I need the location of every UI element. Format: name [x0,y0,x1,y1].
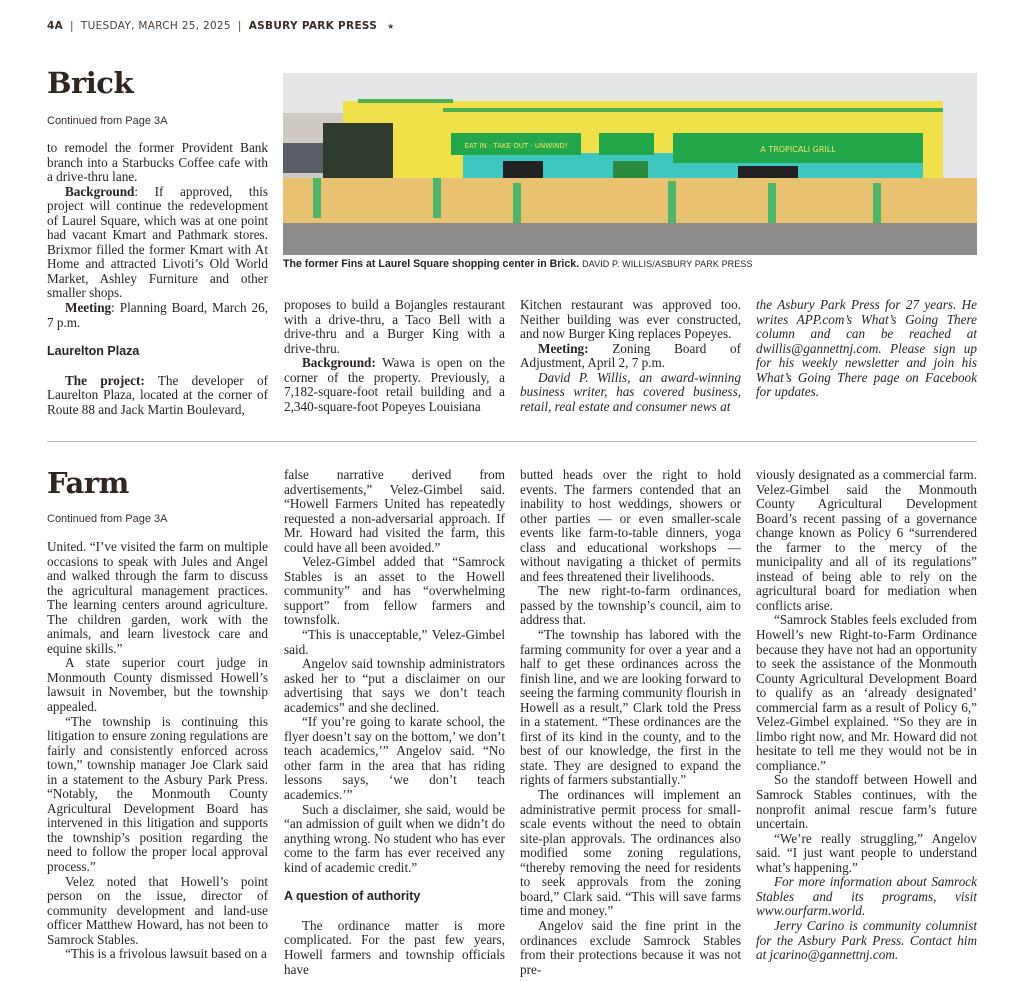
farm-continued: Continued from Page 3A [47,513,168,525]
subheading: A question of authority [284,889,421,904]
paragraph-text: Angelov said township administrators asked her to “put a disclaimer on our advertising that says we don’t teach academics” and she declined. [284,656,505,715]
paragraph [284,628,505,657]
issue-date: TUESDAY, MARCH 25, 2025 [80,20,231,32]
paragraph-text: viously designated as a commercial farm. Velez-Gimbel said the Monmouth County Agricultural Development Board’s recent passing of a governance change known as Policy 6 “surrendered the farmer to the mercy of the municipality and all of its regulations” instead of being able to rely on the agricultural board for mediation when conflicts arise. [756,467,977,613]
paragraph [284,919,505,977]
subheading: Laurelton Plaza [47,344,140,359]
farm-column-1 [47,540,268,962]
paragraph-text: For more information about Samrock Stables and its programs, visit www.ourfarm.world. [756,874,977,919]
paragraph-text: Zoning Board of Adjustment, April 2, 7 p.m. [520,340,741,371]
brick-column-1 [47,141,268,417]
section-divider [47,441,977,442]
paragraph [520,371,741,415]
farm-column-4 [756,468,977,963]
paragraph [284,715,505,802]
storefront-photo [283,73,977,255]
paragraph-text: Angelov said the fine print in the ordinances exclude Samrock Stables from their protections because it was not pre- [520,917,741,977]
farm-headline: Farm [47,466,129,500]
paragraph [47,540,268,656]
paragraph-text: The ordinance matter is more complicated. For the past few years, Howell farmers and township officials have [284,917,505,977]
paragraph-text: The new right-to-farm ordinances, passed by the township’s council, aim to address that. [520,583,741,628]
paragraph [47,656,268,714]
paragraph [284,356,505,414]
paragraph-text: “If you’re going to karate school, the flyer doesn’t say on the bottom,’ we don’t teach academics,’” Angelov said. “No other farm in the area that has riding lessons says, ‘we don’t teach academics.’” [284,714,505,803]
paragraph-lead: Background: [302,355,376,371]
page-number: 4A [47,20,64,32]
paragraph-text: : Planning Board, March 26, 7 p.m. [47,300,268,330]
paragraph [520,298,741,342]
paragraph-text: “The township is continuing this litigation to ensure zoning regulations are fairly and consistently enforced across town,” township manager Joe Clark said in a statement to the Asbury Park Press. “Notably, the Monmouth County Agricultural Development Board has intervened in this litigation and supports the township’s position regarding the need to follow the proper local approval process.” [47,713,268,875]
photo-caption [283,258,753,270]
paragraph-text: So the standoff between Howell and Samrock Stables continues, with the nonprofit animal rescue farm’s future uncertain. [756,772,977,832]
sign-left: EAT IN · TAKE OUT · UNWIND! [464,142,568,150]
paragraph [756,875,977,919]
paragraph [756,919,977,963]
caption-text: The former Fins at Laurel Square shopping center in Brick. [283,258,580,270]
paragraph [47,947,268,962]
paragraph [520,788,741,919]
photo-credit: DAVID P. WILLIS/ASBURY PARK PRESS [582,259,753,269]
brick-column-4 [756,298,977,400]
brick-column-2 [284,298,505,414]
paragraph-text: “This is unacceptable,” Velez-Gimbel said. [284,627,505,657]
brick-column-3 [520,298,741,414]
paragraph-lead: The project: [65,372,145,388]
paragraph-text: proposes to build a Bojangles restaurant with a drive-thru, a Taco Bell with a drive-thru and a Burger King with a drive-thru. [284,297,505,356]
sign-right: A TROPICALI GRILL [760,145,836,154]
paragraph-text: butted heads over the right to hold events. The farmers contended that an inability to host weddings, showers or other parties — or even smaller-scale events like farm-to-table dinners, yoga class and educational workshops — without navigating a thicket of permits and fees threatened their livelihoods. [520,467,741,584]
paragraph [520,628,741,788]
paragraph [284,298,505,356]
paragraph [520,584,741,628]
paragraph-text: to remodel the former Provident Bank branch into a Starbucks Coffee cafe with a drive-thru lane. [47,140,268,185]
paragraph-text: Wawa is open on the corner of the property. Previously, a 7,182-square-foot retail building and a 2,340-square-foot Popeyes Louisiana [284,355,505,414]
paragraph [47,141,268,185]
paragraph [47,185,268,301]
paragraph [47,301,268,330]
brick-continued: Continued from Page 3A [47,115,168,127]
paragraph-text: the Asbury Park Press for 27 years. He writes APP.com’s What’s Going There column and can be reached at dwillis@gannettnj.com. Please sign up for his weekly newsletter and join his What’s Going There page on Facebook for updates. [756,297,977,400]
paragraph-text: “Samrock Stables feels excluded from Howell’s new Right-to-Farm Ordinance because they have not had an opportunity to seek the assistance of the Monmouth County Agricultural Development Board to qualify as an ‘already designated’ commercial farm as a result of Policy 6,” Velez-Gimbel explained. “So they are in limbo right now, and Mr. Howard did not hesitate to tell me they would not be in compliance.” [756,612,977,773]
paragraph-text: false narrative derived from advertisements,” Velez-Gimbel said. “Howell Farmers United has repeatedly requested a non-adversarial approach. If Mr. Howard had visited the farm, this could have all been avoided.” [284,467,505,555]
paragraph [520,468,741,584]
paragraph [47,715,268,875]
paragraph-text: Velez noted that Howell’s point person on the issue, director of community development and land-use officer Matthew Howard, has not been to Samrock Stables. [47,873,268,947]
page-header: 4A | TUESDAY, MARCH 25, 2025 | ASBURY PARK PRESS ★ [47,20,395,32]
paragraph-text: : If approved, this project will continue the redevelopment of Laurel Square, which was at one point had vacant Kmart and Pathmark stores. Brixmor filled the former Kmart with At Home and attracted Livoti’s Old World Market, Ashley Furniture and other smaller shops. [47,183,268,301]
paragraph [756,468,977,613]
brick-headline: Brick [47,66,134,100]
paragraph-text: Jerry Carino is community columnist for the Asbury Park Press. Contact him at jcarino@gannettnj.com. [756,917,977,963]
farm-column-3 [520,468,741,977]
farm-column-2 [284,468,505,977]
paragraph [284,468,505,555]
paragraph-text: David P. Willis, an award-winning business writer, has covered business, retail, real estate and consumer news at [520,369,741,414]
paragraph [520,342,741,371]
paragraph [47,875,268,948]
paragraph [284,657,505,715]
paragraph [756,298,977,400]
paragraph-text: Kitchen restaurant was approved too. Neither building was ever constructed, and now Burger King replaces Popeyes. [520,297,741,342]
paragraph-lead: Meeting: [538,340,589,356]
paragraph [520,919,741,977]
paragraph-text: The ordinances will implement an administrative permit process for small-scale events without the need to obtain site-plan approvals. The ordinances also modified some zoning regulations, “thereby removing the need for residents to seek approvals from the zoning board,” Clark said. “This will save farms time and money.” [520,787,741,919]
paragraph [756,773,977,831]
star-icon: ★ [387,22,395,31]
paragraph-text: “The township has labored with the farming community for over a year and a half to get these ordinances across the finish line, and we are looking forward to seeing the farming community flourish in Howell as a result,” Clark told the Press in a statement. “These ordinances are the first of its kind in the county, and to the best of our knowledge, the first in the state. They are designed to expand the rights of farmers substantially.” [520,627,741,788]
paragraph [47,374,268,418]
paragraph-text: Such a disclaimer, she said, would be “an admission of guilt when we didn’t do anything wrong. No student who has ever come to the farm has ever received any kind of academic credit.” [284,801,505,875]
paragraph-lead: Meeting [65,300,112,316]
paragraph [756,832,977,876]
paragraph-text: “This is a frivolous lawsuit based on a [65,946,267,962]
paragraph-text: The developer of Laurelton Plaza, located at the corner of Route 88 and Jack Martin Boulevard, [47,372,268,417]
paragraph [756,613,977,773]
paragraph [284,803,505,876]
paper-name: ASBURY PARK PRESS [248,20,378,32]
paragraph-text: Velez-Gimbel added that “Samrock Stables is an asset to the Howell community” and has “overwhelming support” from fellow farmers and townsfolk. [284,554,505,628]
paragraph-text: A state superior court judge in Monmouth County dismissed Howell’s lawsuit in November, but the township appealed. [47,655,268,715]
paragraph-text: United. “I’ve visited the farm on multiple occasions to speak with Jules and Angel and walked through the farm to discuss the agricultural management practices. The learning centers around agriculture. The children garden, work with the animals, and learn livestock care and equine skills.” [47,539,268,656]
paragraph [284,555,505,628]
paragraph-text: “We’re really struggling,” Angelov said. “I just want people to understand what’s happening.” [756,830,977,875]
paragraph-lead: Background [65,183,135,199]
